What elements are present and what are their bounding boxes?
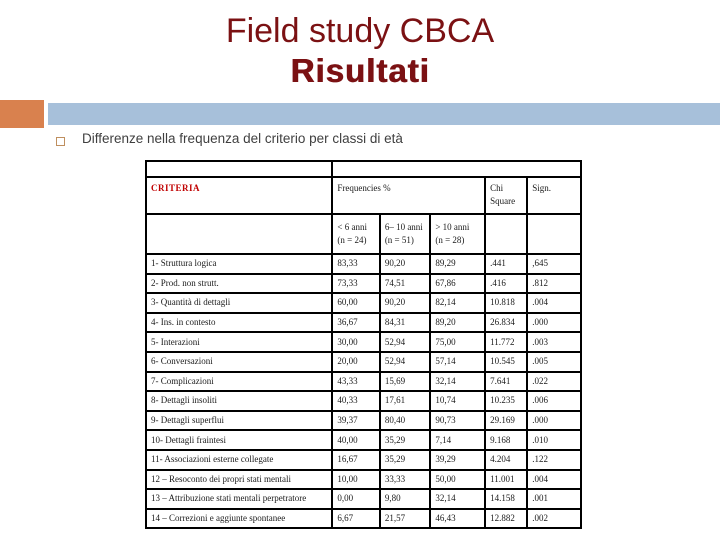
chi-square-cell: .416	[485, 274, 527, 294]
freq-6to10-cell: 52,94	[380, 352, 431, 372]
freq-over10-cell: 46,43	[430, 509, 485, 529]
criterion-cell: 2- Prod. non strutt.	[146, 274, 332, 294]
table-row	[146, 372, 581, 392]
criterion-cell: 12 – Resoconto dei propri stati mentali	[146, 470, 332, 490]
freq-over10-cell: 7,14	[430, 430, 485, 450]
criterion-cell: 5- Interazioni	[146, 332, 332, 352]
sign-cell: .022	[527, 372, 581, 392]
freq-6to10-cell: 84,31	[380, 313, 431, 333]
age-group-n: (n = 51)	[384, 235, 414, 245]
freq-6to10-cell: 35,29	[380, 430, 431, 450]
freq-6to10-cell: 17,61	[380, 391, 431, 411]
freq-under6-cell: 73,33	[332, 274, 379, 294]
sign-cell: .006	[527, 391, 581, 411]
table-row	[146, 509, 581, 529]
chi-square-cell: 26.834	[485, 313, 527, 333]
criterion-cell: 7- Complicazioni	[146, 372, 332, 392]
slide-subtitle: Risultati	[290, 52, 430, 89]
table-subheader-row	[146, 214, 581, 254]
freq-under6-cell: 20,00	[332, 352, 379, 372]
chi-square-cell: .441	[485, 254, 527, 274]
freq-under6-cell: 43,33	[332, 372, 379, 392]
criterion-cell: 6- Conversazioni	[146, 352, 332, 372]
age-group-label: 6– 10 anni	[384, 221, 423, 232]
age-group-cell-1	[332, 214, 379, 254]
accent-bar-blue	[48, 103, 720, 125]
criterion-cell: 9- Dettagli superflui	[146, 411, 332, 431]
slide-title: Field study CBCA	[225, 12, 495, 50]
chi-square-cell: 9.168	[485, 430, 527, 450]
freq-over10-cell: 90,73	[430, 411, 485, 431]
chi-label-line2: Square	[490, 196, 516, 207]
chi-square-header-cell	[485, 177, 527, 214]
freq-6to10-cell: 9,80	[380, 489, 431, 509]
freq-under6-cell: 40,33	[332, 391, 379, 411]
freq-over10-cell: 57,14	[430, 352, 485, 372]
sign-header-cell: Sign.	[527, 177, 581, 214]
sign-cell: .004	[527, 293, 581, 313]
table-row	[146, 293, 581, 313]
age-group-n: (n = 28)	[435, 235, 465, 245]
freq-under6-cell: 36,67	[332, 313, 379, 333]
empty-cell	[485, 214, 527, 254]
freq-6to10-cell: 21,57	[380, 509, 431, 529]
freq-6to10-cell: 80,40	[380, 411, 431, 431]
freq-over10-cell: 89,29	[430, 254, 485, 274]
chi-square-cell: 10.818	[485, 293, 527, 313]
chi-label-line1: Chi	[490, 183, 504, 193]
age-group-label: < 6 anni	[337, 221, 367, 232]
criterion-cell: 14 – Correzioni e aggiunte spontanee	[146, 509, 332, 529]
accent-bar-orange	[0, 100, 44, 128]
chi-square-cell: 10.235	[485, 391, 527, 411]
criterion-cell: 10- Dettagli fraintesi	[146, 430, 332, 450]
sign-cell: .003	[527, 332, 581, 352]
freq-over10-cell: 82,14	[430, 293, 485, 313]
freq-over10-cell: 39,29	[430, 450, 485, 470]
table-row	[146, 489, 581, 509]
sign-cell: .812	[527, 274, 581, 294]
freq-under6-cell: 10,00	[332, 470, 379, 490]
table-row	[146, 450, 581, 470]
table-row	[146, 430, 581, 450]
chi-square-cell: 7.641	[485, 372, 527, 392]
sign-cell: .000	[527, 313, 581, 333]
spacer-cell	[146, 161, 332, 177]
table-row	[146, 332, 581, 352]
table-row	[146, 274, 581, 294]
freq-under6-cell: 39,37	[332, 411, 379, 431]
chi-square-cell: 11.772	[485, 332, 527, 352]
criterion-cell: 8- Dettagli insoliti	[146, 391, 332, 411]
freq-under6-cell: 40,00	[332, 430, 379, 450]
freq-over10-cell: 32,14	[430, 372, 485, 392]
freq-over10-cell: 10,74	[430, 391, 485, 411]
sign-cell: .000	[527, 411, 581, 431]
age-group-cell-3	[430, 214, 485, 254]
sign-cell: .005	[527, 352, 581, 372]
criterion-cell: 11- Associazioni esterne collegate	[146, 450, 332, 470]
age-group-label: > 10 anni	[435, 221, 470, 232]
freq-over10-cell: 75,00	[430, 332, 485, 352]
results-table	[145, 160, 582, 529]
freq-under6-cell: 16,67	[332, 450, 379, 470]
freq-over10-cell: 67,86	[430, 274, 485, 294]
table-body	[146, 254, 581, 528]
table-row	[146, 411, 581, 431]
freq-under6-cell: 0,00	[332, 489, 379, 509]
freq-over10-cell: 50,00	[430, 470, 485, 490]
chi-square-cell: 4.204	[485, 450, 527, 470]
table-row	[146, 391, 581, 411]
age-group-cell-2	[380, 214, 431, 254]
freq-under6-cell: 60,00	[332, 293, 379, 313]
frequencies-header-cell: Frequencies %	[332, 177, 485, 214]
criterion-cell: 13 – Attribuzione stati mentali perpetratore	[146, 489, 332, 509]
bullet-square-icon	[56, 137, 65, 146]
sign-cell: .001	[527, 489, 581, 509]
freq-6to10-cell: 35,29	[380, 450, 431, 470]
criterion-cell: 3- Quantità di dettagli	[146, 293, 332, 313]
table-row	[146, 470, 581, 490]
freq-6to10-cell: 90,20	[380, 254, 431, 274]
spacer-cell	[332, 161, 581, 177]
sign-cell: .122	[527, 450, 581, 470]
freq-6to10-cell: 74,51	[380, 274, 431, 294]
freq-under6-cell: 6,67	[332, 509, 379, 529]
freq-6to10-cell: 52,94	[380, 332, 431, 352]
chi-square-cell: 14.158	[485, 489, 527, 509]
criterion-cell: 1- Struttura logica	[146, 254, 332, 274]
chi-square-cell: 11.001	[485, 470, 527, 490]
table-spacer-row	[146, 161, 581, 177]
freq-under6-cell: 83,33	[332, 254, 379, 274]
bullet-text: Differenze nella frequenza del criterio per classi di età	[82, 131, 403, 146]
sign-cell: .004	[527, 470, 581, 490]
sign-cell: .002	[527, 509, 581, 529]
empty-cell	[527, 214, 581, 254]
chi-square-cell: 10.545	[485, 352, 527, 372]
age-group-n: (n = 24)	[337, 235, 367, 245]
freq-over10-cell: 32,14	[430, 489, 485, 509]
table-row	[146, 352, 581, 372]
table-header-row	[146, 177, 581, 214]
criteria-header-cell: CRITERIA	[146, 177, 332, 214]
freq-under6-cell: 30,00	[332, 332, 379, 352]
freq-6to10-cell: 15,69	[380, 372, 431, 392]
chi-square-cell: 29.169	[485, 411, 527, 431]
table-row	[146, 254, 581, 274]
sign-cell: .010	[527, 430, 581, 450]
empty-cell	[146, 214, 332, 254]
table-row	[146, 313, 581, 333]
sign-cell: ,645	[527, 254, 581, 274]
chi-square-cell: 12.882	[485, 509, 527, 529]
freq-6to10-cell: 33,33	[380, 470, 431, 490]
criterion-cell: 4- Ins. in contesto	[146, 313, 332, 333]
freq-6to10-cell: 90,20	[380, 293, 431, 313]
freq-over10-cell: 89,20	[430, 313, 485, 333]
